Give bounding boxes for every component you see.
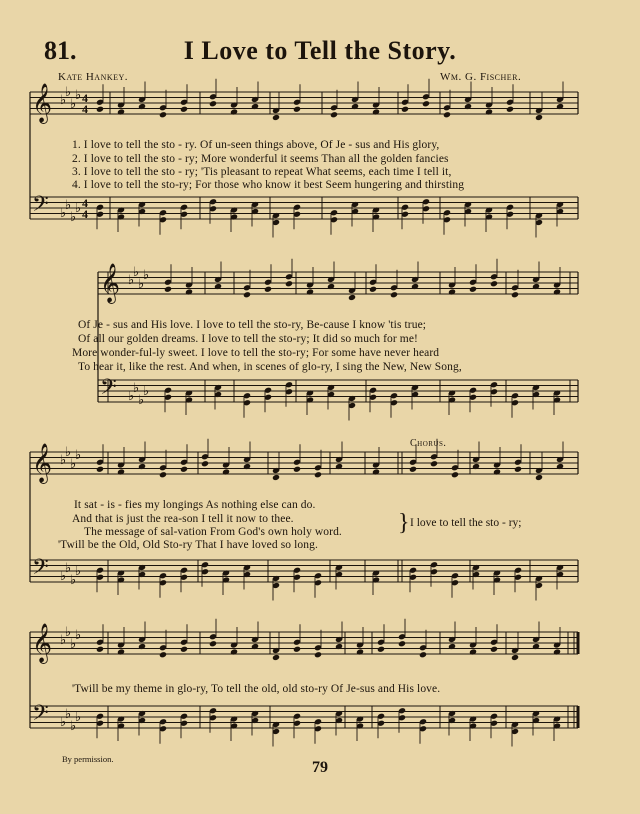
- system-4-treble-note: [356, 648, 364, 655]
- system-2-bass-flat-icon: ♭: [143, 384, 150, 399]
- system-4-treble-note: [490, 646, 498, 653]
- system-1-verse-1: 1. I love to tell the sto - ry. Of un-seen things above, Of Je - sus and His glory,: [72, 139, 440, 151]
- system-3-bass-clef-icon: 𝄢: [32, 555, 49, 585]
- system-2-verse-3: More wonder-ful-ly sweet. I love to tell the sto-ry; For some have never heard: [72, 347, 440, 359]
- system-4-bass-flat-icon: ♭: [75, 710, 82, 725]
- system-2-verse-1: Of Je - sus and His love. I love to tell the sto-ry, Be-cause I know 'tis true;: [78, 319, 427, 331]
- system-1-treble-note: [159, 111, 167, 118]
- system-2-treble-note: [411, 283, 419, 290]
- system-4-treble-note: [251, 643, 259, 650]
- system-3-treble-note: [372, 468, 380, 475]
- system-4-treble-note: [377, 646, 385, 653]
- system-4-treble-flat-icon: ♭: [70, 637, 77, 652]
- system-2-treble-note: [185, 288, 193, 295]
- system-4-treble-note: [532, 643, 540, 650]
- system-1-treble-note: [293, 106, 301, 113]
- system-1-treble-flat-icon: ♭: [65, 85, 72, 100]
- system-3-treble-note: [117, 468, 125, 475]
- system-1-treble-note: [272, 114, 280, 121]
- system-1-treble-note: [209, 100, 217, 107]
- system-3-treble-note: [409, 466, 417, 473]
- system-1-treble-note: [351, 103, 359, 110]
- system-1-treble-note: [464, 103, 472, 110]
- system-2-treble-note: [390, 291, 398, 298]
- system-1-treble-time-signature: 4: [82, 102, 88, 116]
- system-1-bass-flat-icon: ♭: [75, 201, 82, 216]
- system-3-treble-note: [201, 460, 209, 467]
- chorus-lyric: I love to tell the sto - ry;: [410, 517, 522, 529]
- system-2-treble-note: [511, 291, 519, 298]
- system-2-treble-note: [243, 291, 251, 298]
- system-4-treble-note: [511, 654, 519, 661]
- system-4-treble-note: [553, 648, 561, 655]
- system-3-treble-note: [243, 463, 251, 470]
- system-1-treble-note: [251, 103, 259, 110]
- chorus-label: Chorus.: [410, 438, 447, 449]
- system-3-bass-flat-icon: ♭: [70, 573, 77, 588]
- system-1-bass-flat-icon: ♭: [70, 210, 77, 225]
- system-3-treble-note: [493, 468, 501, 475]
- system-3-treble-flat-icon: ♭: [70, 457, 77, 472]
- system-4-treble-note: [230, 648, 238, 655]
- system-1-treble-note: [443, 111, 451, 118]
- system-4-treble-note: [159, 651, 167, 658]
- system-4-treble-note: [419, 651, 427, 658]
- system-1-treble-note: [117, 108, 125, 115]
- system-3-treble-note: [535, 474, 543, 481]
- system-1-bass-time-signature: 4: [82, 207, 88, 221]
- verse-brace: }: [398, 510, 410, 536]
- system-4-treble-note: [448, 643, 456, 650]
- system-3-treble-note: [222, 468, 230, 475]
- system-2-treble-note: [369, 286, 377, 293]
- system-1-treble-note: [180, 106, 188, 113]
- system-3-treble-flat-icon: ♭: [75, 448, 82, 463]
- system-3-treble-flat-icon: ♭: [60, 453, 67, 468]
- system-4-treble-flat-icon: ♭: [60, 633, 67, 648]
- system-2-bass-flat-icon: ♭: [138, 393, 145, 408]
- system-2-treble-note: [214, 283, 222, 290]
- system-3-treble-note: [430, 460, 438, 467]
- system-3-verse-2: And that is just the rea-son I tell it now to thee.: [72, 513, 294, 525]
- system-1-treble-time-signature: 4: [82, 91, 88, 105]
- system-1-treble-flat-icon: ♭: [70, 97, 77, 112]
- system-2-treble-note: [164, 286, 172, 293]
- author-credit: Kate Hankey.: [58, 71, 129, 83]
- system-1-treble-note: [330, 111, 338, 118]
- system-3-verse-1: It sat - is - fies my longings As nothing else can do.: [74, 499, 316, 511]
- system-2-treble-flat-icon: ♭: [128, 273, 135, 288]
- system-1-bass-clef-icon: 𝄢: [32, 192, 49, 222]
- system-1-treble-flat-icon: ♭: [60, 93, 67, 108]
- system-4-treble-note: [314, 651, 322, 658]
- system-4-treble-note: [469, 648, 477, 655]
- system-1-bass-flat-icon: ♭: [60, 206, 67, 221]
- composer-credit: Wm. G. Fischer.: [440, 71, 522, 83]
- system-2-treble-note: [532, 283, 540, 290]
- system-1-verse-4: 4. I love to tell the sto-ry; For those who know it best Seem hungering and thirsting: [72, 179, 465, 191]
- system-2-treble-flat-icon: ♭: [138, 277, 145, 292]
- system-2-treble-flat-icon: ♭: [133, 265, 140, 280]
- system-2-treble-flat-icon: ♭: [143, 268, 150, 283]
- system-4-bass-flat-icon: ♭: [60, 715, 67, 730]
- system-1-treble-note: [485, 108, 493, 115]
- system-1-bass-time-signature: 4: [82, 196, 88, 210]
- system-2-treble-note: [348, 294, 356, 301]
- system-3-treble-note: [138, 463, 146, 470]
- system-4-treble-clef-icon: 𝄞: [32, 623, 53, 663]
- system-3-treble-note: [180, 466, 188, 473]
- hymn-title: I Love to Tell the Story.: [183, 36, 457, 65]
- system-1-treble-note: [506, 106, 514, 113]
- system-4-treble-note: [335, 643, 343, 650]
- system-1-bass-flat-icon: ♭: [65, 198, 72, 213]
- system-1-verse-2: 2. I love to tell the sto - ry; More wonderful it seems Than all the golden fancies: [72, 153, 449, 165]
- system-3-treble-note: [514, 466, 522, 473]
- system-3-treble-flat-icon: ♭: [65, 445, 72, 460]
- system-2-treble-note: [490, 280, 498, 287]
- page-number: 79: [312, 759, 328, 776]
- system-4-treble-note: [180, 646, 188, 653]
- system-3-treble-note: [293, 466, 301, 473]
- system-4-treble-note: [293, 646, 301, 653]
- system-4-treble-note: [209, 640, 217, 647]
- system-1-treble-note: [230, 108, 238, 115]
- system-4-treble-note: [272, 654, 280, 661]
- system-4-treble-flat-icon: ♭: [75, 628, 82, 643]
- system-4-treble-note: [117, 648, 125, 655]
- system-3-treble-clef-icon: 𝄞: [32, 443, 53, 483]
- system-2-verse-2: Of all our golden dreams. I love to tell the sto-ry; It did so much for me!: [78, 333, 418, 345]
- system-3-treble-note: [335, 463, 343, 470]
- hymn-number: 81.: [44, 36, 77, 65]
- system-3-treble-note: [272, 474, 280, 481]
- system-1-treble-note: [422, 100, 430, 107]
- system-2-bass-flat-icon: ♭: [133, 381, 140, 396]
- system-2-treble-note: [306, 288, 314, 295]
- system-4-treble-flat-icon: ♭: [65, 625, 72, 640]
- system-4-bass-flat-icon: ♭: [65, 707, 72, 722]
- permission-note: By permission.: [62, 754, 114, 764]
- system-4-bass-flat-icon: ♭: [70, 719, 77, 734]
- system-3-treble-note: [556, 463, 564, 470]
- system-1-treble-note: [372, 108, 380, 115]
- system-3-treble-note: [159, 471, 167, 478]
- system-2-treble-note: [553, 288, 561, 295]
- system-3-treble-note: [472, 463, 480, 470]
- system-3-bass-flat-icon: ♭: [60, 569, 67, 584]
- system-3-bass-flat-icon: ♭: [65, 561, 72, 576]
- system-4-bass-clef-icon: 𝄢: [32, 701, 49, 731]
- system-3-treble-note: [96, 466, 104, 473]
- system-1-verse-3: 3. I love to tell the sto - ry; 'Tis pleasant to repeat What seems, each time I tell it,: [72, 166, 452, 178]
- system-1-treble-note: [535, 114, 543, 121]
- system-2-treble-note: [327, 283, 335, 290]
- system-3-bass-flat-icon: ♭: [75, 564, 82, 579]
- system-2-treble-clef-icon: 𝄞: [100, 263, 121, 303]
- system-4-treble-note: [138, 643, 146, 650]
- system-1-treble-note: [556, 103, 564, 110]
- system-2-treble-note: [469, 286, 477, 293]
- system-2-treble-note: [448, 288, 456, 295]
- system-2-verse-4: To hear it, like the rest. And when, in scenes of glo-ry, I sing the New, New Song,: [78, 361, 462, 373]
- system-1-treble-clef-icon: 𝄞: [32, 83, 53, 123]
- system-4-lyric: 'Twill be my theme in glo-ry, To tell the old, old sto-ry Of Je-sus and His love.: [72, 683, 441, 695]
- system-3-verse-4: 'Twill be the Old, Old Sto-ry That I have loved so long.: [58, 539, 318, 551]
- system-1-treble-flat-icon: ♭: [75, 88, 82, 103]
- system-1-treble-note: [138, 103, 146, 110]
- system-3-treble-note: [314, 471, 322, 478]
- system-4-treble-note: [398, 640, 406, 647]
- system-1-treble-note: [96, 106, 104, 113]
- system-1-treble-note: [401, 106, 409, 113]
- system-3-treble-note: [451, 471, 459, 478]
- system-2-treble-note: [264, 286, 272, 293]
- system-2-bass-flat-icon: ♭: [128, 389, 135, 404]
- system-4-treble-note: [96, 646, 104, 653]
- system-2-treble-note: [285, 280, 293, 287]
- system-2-bass-clef-icon: 𝄢: [100, 375, 117, 405]
- system-3-verse-3: The message of sal-vation From God's own holy word.: [84, 526, 342, 538]
